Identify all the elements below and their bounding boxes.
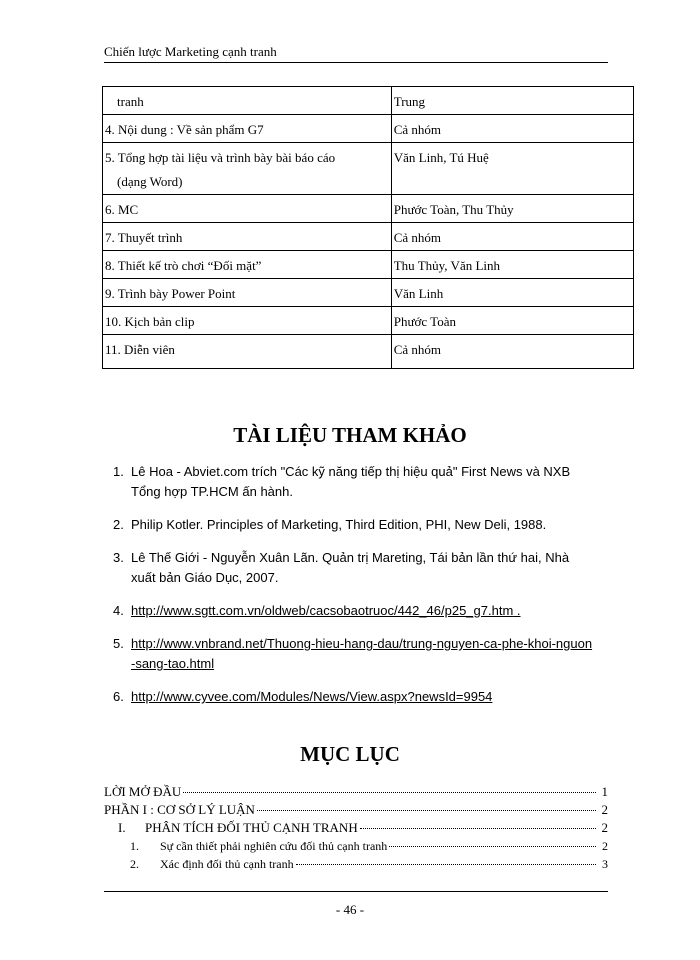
reference-item [106, 634, 596, 674]
reference-item [106, 687, 596, 707]
reference-text: Lê Thế Giới - Nguyễn Xuân Lãn. Quản trị Mareting, Tái bản lần thứ hai, Nhà xuất bản Giáo Dục, 2007. [131, 550, 570, 585]
toc-leader [183, 792, 596, 793]
references-list [106, 462, 596, 720]
person-cell: Phước Toàn, Thu Thủy [391, 195, 633, 223]
task-cell: tranh [103, 87, 392, 115]
page-number: - 46 - [335, 902, 365, 917]
toc-label: LỜI MỞ ĐẦU [104, 784, 182, 799]
reference-number: 1. [113, 464, 124, 479]
task-cell: 7. Thuyết trình [103, 223, 392, 251]
reference-link[interactable]: http://www.cyvee.com/Modules/News/View.aspx?newsId=9954 [131, 689, 493, 704]
table-row [103, 143, 634, 195]
task-cell: 6. MC [103, 195, 392, 223]
person-cell: Phước Toàn [391, 307, 633, 335]
toc-number: I. [118, 820, 126, 835]
reference-number: 5. [113, 636, 124, 651]
toc-leader [360, 828, 596, 829]
toc-label: Xác định đối thủ cạnh tranh [160, 857, 294, 871]
task-assignment-table [102, 86, 634, 369]
reference-link[interactable]: http://www.sgtt.com.vn/oldweb/cacsobaotruoc/442_46/p25_g7.htm [131, 603, 514, 618]
reference-text: Lê Hoa - Abviet.com trích "Các kỹ năng tiếp thị hiệu quả" First News và NXB Tổng hợp TP.HCM ấn hành. [131, 464, 571, 499]
reference-item [106, 548, 596, 588]
table-of-contents [104, 783, 608, 873]
reference-number: 4. [113, 603, 124, 618]
table-row [103, 115, 634, 143]
toc-entry[interactable] [104, 783, 608, 801]
person-cell: Văn Linh [391, 279, 633, 307]
toc-leader [296, 864, 596, 865]
toc-page: 2 [601, 820, 608, 835]
toc-entry[interactable] [104, 801, 608, 819]
reference-number: 3. [113, 550, 124, 565]
table-row [103, 251, 634, 279]
toc-entry[interactable] [104, 837, 608, 855]
task-line: 5. Tổng hợp tài liệu và trình bày bài báo cáo [105, 150, 336, 165]
toc-label: PHẦN I : CƠ SỞ LÝ LUẬN [104, 802, 255, 817]
person-cell: Văn Linh, Tú Huệ [391, 143, 633, 195]
running-header: Chiến lược Marketing cạnh tranh [104, 44, 608, 63]
reference-text: Philip Kotler. Principles of Marketing, Third Edition, PHI, New Deli, 1988. [131, 517, 547, 532]
reference-item [106, 601, 596, 621]
table-row [103, 87, 634, 115]
task-cell: 10. Kịch bản clip [103, 307, 392, 335]
toc-page: 1 [601, 784, 608, 799]
person-cell: Trung [391, 87, 633, 115]
toc-entry[interactable] [104, 855, 608, 873]
task-cell: 9. Trình bày Power Point [103, 279, 392, 307]
table-row [103, 223, 634, 251]
person-cell: Cả nhóm [391, 223, 633, 251]
task-cell: 8. Thiết kế trò chơi “Đối mặt” [103, 251, 392, 279]
toc-page: 3 [602, 857, 608, 871]
task-cell: 11. Diễn viên [103, 335, 392, 369]
references-heading: TÀI LIỆU THAM KHẢO [233, 423, 467, 447]
toc-leader [257, 810, 596, 811]
toc-number: 2. [130, 857, 139, 871]
task-line-continued: (dạng Word) [117, 174, 183, 189]
reference-item [106, 462, 596, 502]
table-row [103, 335, 634, 369]
table-row [103, 195, 634, 223]
table-row [103, 279, 634, 307]
task-cell: 4. Nội dung : Về sản phẩm G7 [103, 115, 392, 143]
toc-page: 2 [602, 839, 608, 853]
reference-link[interactable]: http://www.vnbrand.net/Thuong-hieu-hang-dau/trung-nguyen-ca-phe-khoi-nguon-sang-tao.html [131, 636, 593, 671]
table-row [103, 307, 634, 335]
task-cell [103, 143, 392, 195]
person-cell: Cả nhóm [391, 115, 633, 143]
reference-item [106, 515, 596, 535]
person-cell: Cả nhóm [391, 335, 633, 369]
reference-number: 2. [113, 517, 124, 532]
person-cell: Thu Thủy, Văn Linh [391, 251, 633, 279]
footer-divider [104, 891, 608, 892]
toc-leader [389, 846, 596, 847]
toc-entry[interactable] [104, 819, 608, 837]
toc-label: PHÂN TÍCH ĐỐI THỦ CẠNH TRANH [145, 820, 358, 835]
reference-trail: . [513, 603, 521, 618]
toc-page: 2 [601, 802, 608, 817]
toc-heading: MỤC LỤC [300, 742, 400, 766]
toc-label: Sự cần thiết phải nghiên cứu đối thủ cạnh tranh [160, 839, 388, 853]
reference-number: 6. [113, 689, 124, 704]
toc-number: 1. [130, 839, 139, 853]
